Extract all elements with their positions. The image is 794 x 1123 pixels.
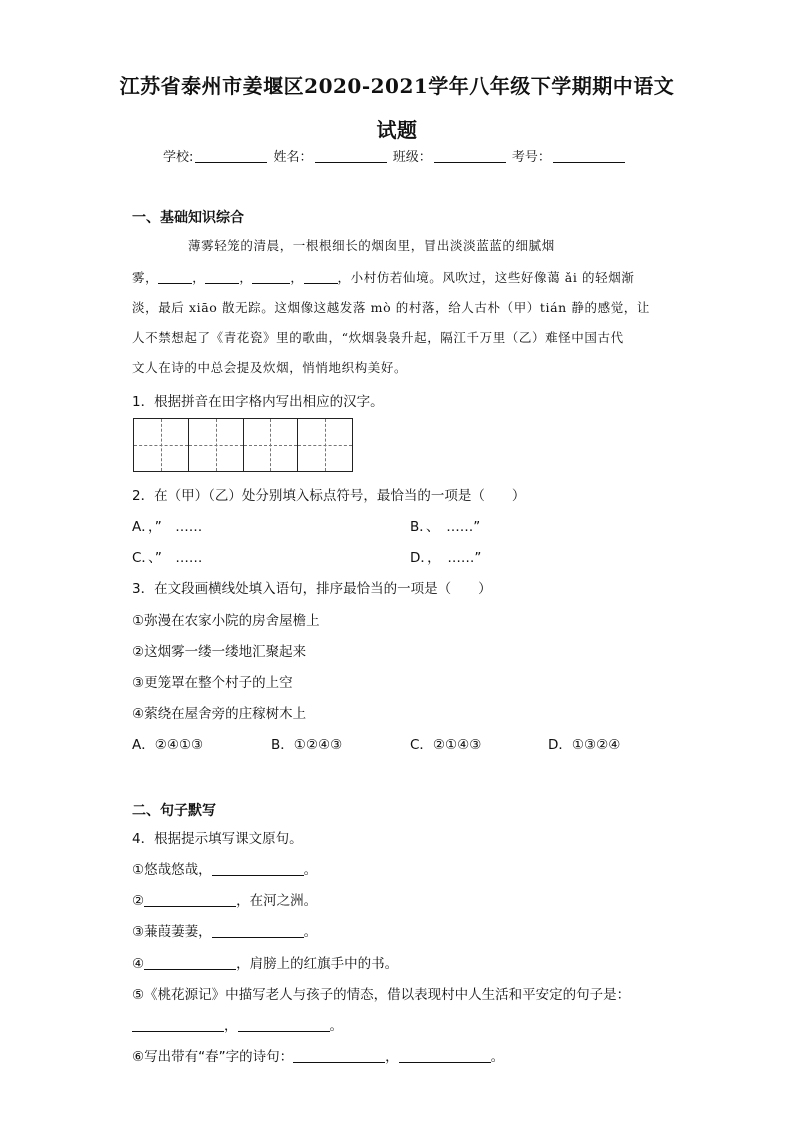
- fill-blank-1[interactable]: [158, 271, 192, 284]
- fill-blank-2[interactable]: [205, 271, 239, 284]
- q4-item-3-text: ③蒹葭萋萋，: [132, 924, 212, 940]
- q4-answer-blank[interactable]: [399, 1050, 491, 1063]
- name-label: 姓名：: [273, 150, 313, 165]
- q3-sentence-4: ④萦绕在屋舍旁的庄稼树木上: [132, 706, 307, 722]
- q4-item-3: [132, 920, 317, 940]
- passage-comma: ，: [290, 270, 304, 285]
- fill-blank-3[interactable]: [252, 271, 290, 284]
- exam-title-line1: 江苏省泰州市姜堰区2020-2021学年八年级下学期期中语文: [119, 74, 675, 98]
- q4-answer-blank[interactable]: [132, 1019, 224, 1032]
- section2-heading: 二、句子默写: [132, 803, 216, 819]
- q2-option-a[interactable]: A．，” ……: [132, 519, 203, 535]
- q4-item-5-answers: [132, 1014, 343, 1034]
- q4-item-1: [132, 858, 317, 878]
- q4-item-6-text: ⑥写出带有“春”字的诗句：: [132, 1049, 294, 1065]
- passage-line-2-start: 雾，: [132, 270, 159, 285]
- q4-answer-blank[interactable]: [238, 1019, 330, 1032]
- q4-answer-blank[interactable]: [293, 1050, 385, 1063]
- student-info-line: [163, 146, 627, 165]
- school-blank[interactable]: [195, 150, 267, 163]
- q4-item-3-end: 。: [303, 924, 318, 940]
- q4-item-5-end: 。: [329, 1018, 343, 1034]
- q3-sentence-3: ③更笼罩在整个村子的上空: [132, 675, 293, 691]
- passage-comma: ，: [192, 270, 206, 285]
- number-blank[interactable]: [553, 150, 625, 163]
- question-2: 2．在（甲）（乙）处分别填入标点符号，最恰当的一项是（ ）: [132, 488, 526, 504]
- class-blank[interactable]: [434, 150, 506, 163]
- question-3: 3．在文段画横线处填入语句，排序最恰当的一项是（ ）: [132, 581, 492, 597]
- section1-heading: 一、基础知识综合: [132, 210, 244, 226]
- tianzige-cell[interactable]: [244, 419, 299, 471]
- name-blank[interactable]: [315, 150, 387, 163]
- q4-item-4-end: ，肩膀上的红旗手中的书。: [236, 956, 399, 972]
- passage-line-1: 薄雾轻笼的清晨，一根根细长的烟囱里，冒出淡淡蓝蓝的细腻烟: [188, 238, 555, 253]
- tianzige-cell[interactable]: [134, 419, 189, 471]
- q2-option-b[interactable]: B．、 ……”: [410, 519, 481, 535]
- q3-sentence-1: ①弥漫在农家小院的房舍屋檐上: [132, 613, 320, 629]
- tianzige-cell[interactable]: [189, 419, 244, 471]
- passage-line-4: 人不禁想起了《青花瓷》里的歌曲，“炊烟袅袅升起，隔江千万里（乙）难怪中国古代: [132, 330, 624, 345]
- q3-sentence-2: ②这烟雾一缕一缕地汇聚起来: [132, 644, 307, 660]
- q4-answer-blank[interactable]: [212, 925, 304, 938]
- exam-title-line2: 试题: [376, 118, 418, 142]
- q3-option-d[interactable]: D．①③②④: [548, 737, 621, 753]
- q4-item-4-text: ④: [132, 956, 145, 972]
- tianzige-grid: [133, 418, 353, 472]
- q4-answer-blank[interactable]: [144, 894, 236, 907]
- school-label: 学校:: [163, 150, 194, 165]
- question-4: 4．根据提示填写课文原句。: [132, 831, 303, 847]
- q4-item-5: ⑤《桃花源记》中描写老人与孩子的情态，借以表现村中人生活和平安定的句子是：: [132, 987, 631, 1003]
- q4-item-4: [132, 952, 398, 972]
- class-label: 班级：: [392, 150, 432, 165]
- number-label: 考号：: [511, 150, 551, 165]
- passage-line-3: 淡，最后 xiāo 散无踪。这烟像这越发落 mò 的村落，给人古朴（甲）tián 静的感觉，让: [132, 300, 650, 315]
- q4-item-6-comma: ，: [385, 1049, 399, 1065]
- question-1: 1．根据拼音在田字格内写出相应的汉字。: [132, 394, 384, 410]
- q4-item-1-end: 。: [303, 862, 318, 878]
- q2-option-c[interactable]: C．、” ……: [132, 550, 203, 566]
- q3-option-a[interactable]: A．②④①③: [132, 737, 204, 753]
- q4-item-2-end: ，在河之洲。: [236, 893, 318, 909]
- q4-item-6-end: 。: [490, 1049, 505, 1065]
- q3-option-b[interactable]: B．①②④③: [271, 737, 343, 753]
- q4-item-2-text: ②: [132, 893, 145, 909]
- q2-option-d[interactable]: D．， ……”: [410, 550, 482, 566]
- passage-comma: ，: [239, 270, 253, 285]
- q4-item-6: [132, 1045, 504, 1065]
- q4-answer-blank[interactable]: [212, 863, 304, 876]
- passage-line-2: [132, 268, 662, 286]
- q3-option-c[interactable]: C．②①④③: [410, 737, 482, 753]
- tianzige-cell[interactable]: [298, 419, 352, 471]
- q4-item-1-text: ①悠哉悠哉，: [132, 862, 212, 878]
- passage-line-2-end: ，小村仿若仙境。风吹过，这些好像蔼 ǎi 的轻烟渐: [337, 270, 635, 285]
- q4-item-5-comma: ，: [224, 1018, 238, 1034]
- passage-line-5: 文人在诗的中总会提及炊烟，悄悄地织构美好。: [132, 360, 408, 375]
- q4-item-2: [132, 889, 317, 909]
- q4-answer-blank[interactable]: [144, 957, 236, 970]
- fill-blank-4[interactable]: [304, 271, 338, 284]
